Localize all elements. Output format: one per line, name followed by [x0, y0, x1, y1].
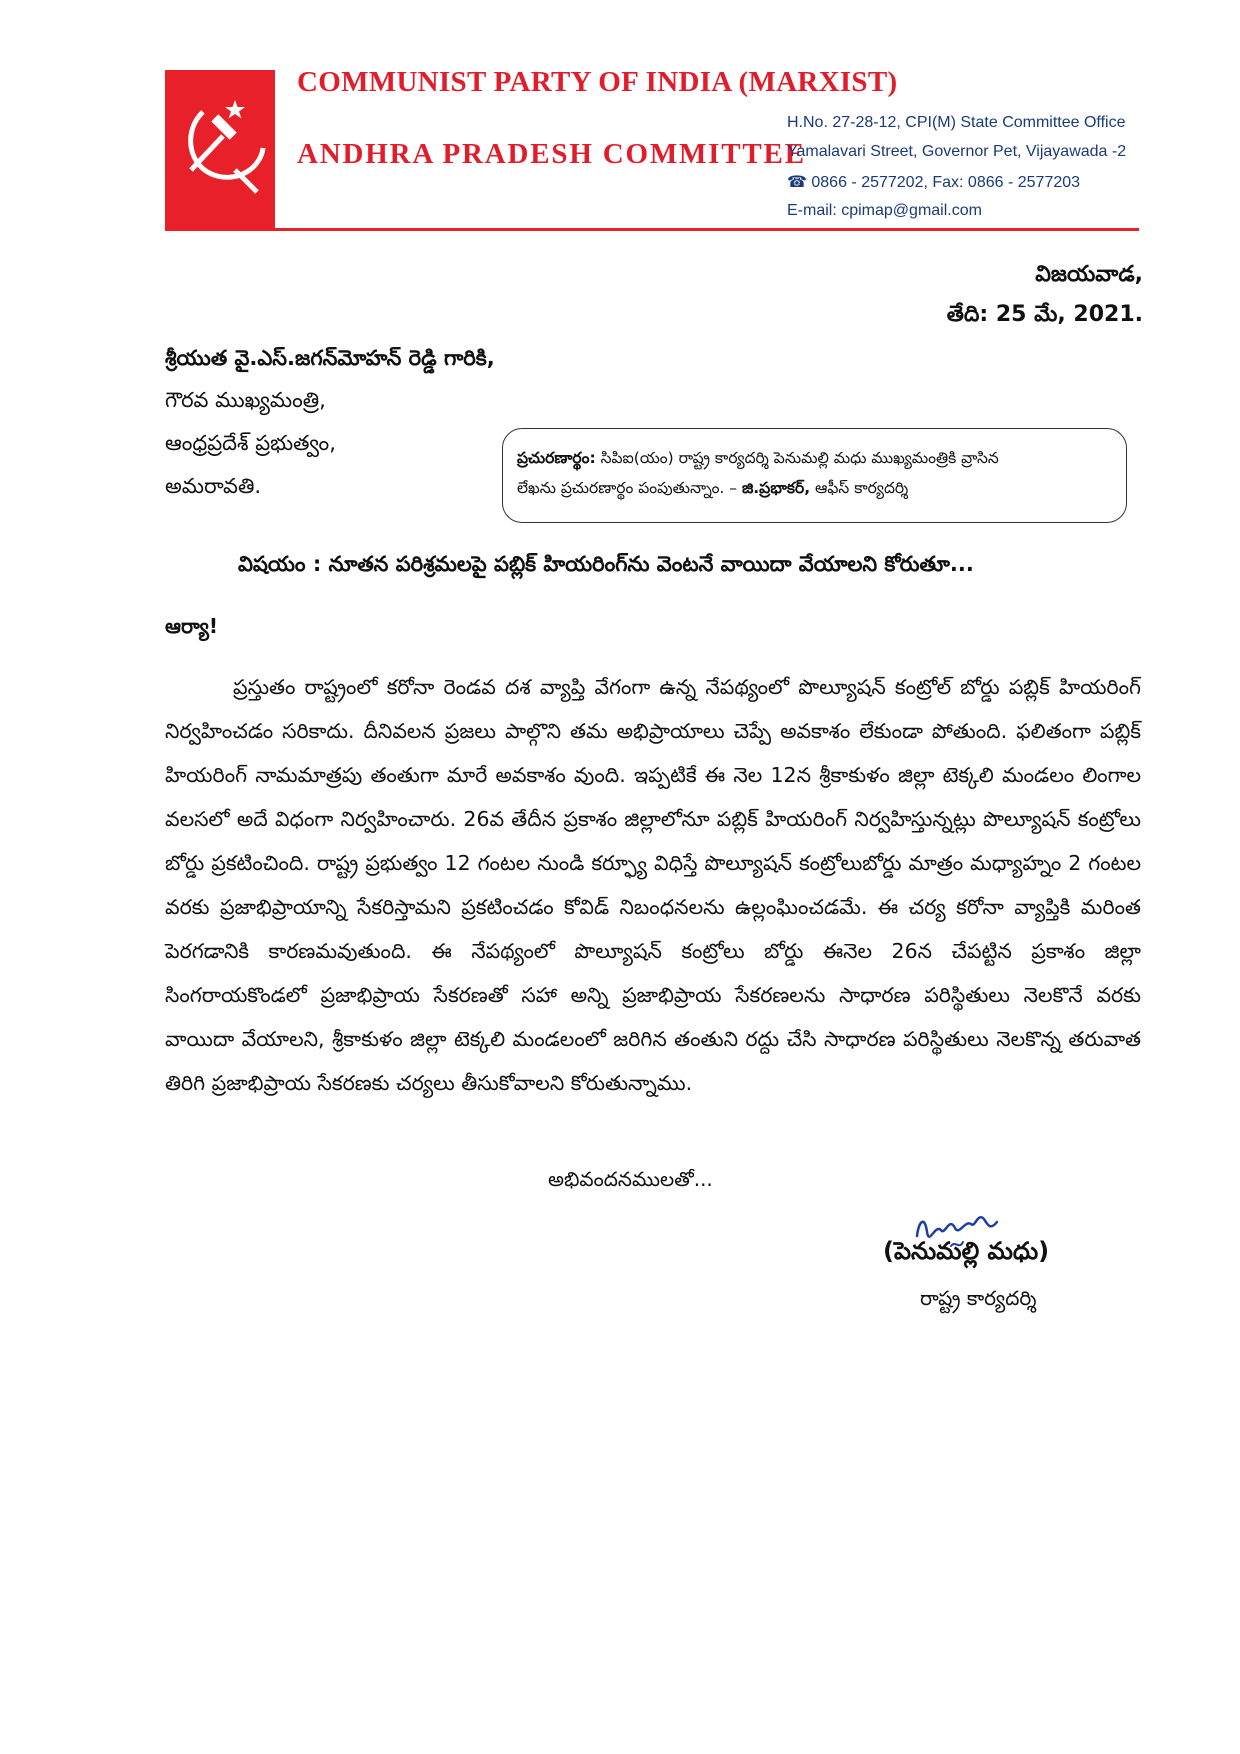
press-note-label: ప్రచురణార్థం:	[517, 449, 596, 467]
press-note-line-2	[517, 473, 1110, 503]
recipient-city: అమరావతి.	[165, 474, 262, 498]
letterhead-divider	[165, 228, 1139, 231]
office-street-line: Yamalavari Street, Governor Pet, Vijayawada -2	[787, 143, 1127, 160]
letter-place: విజయవాడ,	[1035, 262, 1143, 287]
letter-date: తేది: 25 మే, 2021.	[946, 302, 1143, 327]
letter-closing: అభివందనములతో...	[548, 1167, 713, 1191]
hammer-sickle-star-icon	[165, 70, 275, 230]
signer-title: రాష్ట్ర కార్యదర్శి	[920, 1286, 1037, 1310]
party-name: COMMUNIST PARTY OF INDIA (MARXIST)	[297, 66, 898, 98]
party-logo	[165, 70, 275, 230]
office-email-line: E-mail: cpimap@gmail.com	[787, 202, 982, 219]
letter-subject: విషయం : నూతన పరిశ్రమలపై పబ్లిక్ హియరింగ్‌ను వెంటనే వాయిదా వేయాలని కోరుతూ...	[238, 552, 974, 576]
press-note-signer: జి.ప్రభాకర్,	[741, 479, 811, 497]
press-note-text-1: సిపిఐ(యం) రాష్ట్ర కార్యదర్శి పెనుమల్లి మధు ముఖ్యమంత్రికి వ్రాసిన	[595, 449, 999, 467]
recipient-name: శ్రీయుత వై.ఎస్.జగన్‌మోహన్ రెడ్డి గారికి,	[165, 346, 495, 370]
press-note-signer-role: ఆఫీస్ కార్యదర్శి	[810, 479, 909, 497]
signer-name: (పెనుమల్లి మధు)	[883, 1237, 1050, 1265]
office-phone-line: ☎ 0866 - 2577202, Fax: 0866 - 2577203	[787, 174, 1081, 191]
recipient-designation: గౌరవ ముఖ్యమంత్రి,	[165, 388, 326, 412]
letter-body: ప్రస్తుతం రాష్ట్రంలో కరోనా రెండవ దశ వ్యాప్తి వేగంగా ఉన్న నేపథ్యంలో పొల్యూషన్ కంట్రోల్ బోర్డు పబ్లిక్ హియరింగ్ నిర్వహించడం సరికాదు. దీనివలన ప్రజలు పాల్గొని తమ అభిప్రాయాలు చెప్పే అవకాశం లేకుండా పోతుంది. ఫలితంగా పబ్లిక్ హియరింగ్ నామమాత్రపు తంతుగా మారే అవకాశం వుంది. ఇప్పటికే ఈ నెల 12న శ్రీకాకుళం జిల్లా టెక్కలి మండలం లింగాల వలసలో అదే విధంగా నిర్వహించారు. 26వ తేదీన ప్రకాశం జిల్లాలోనూ పబ్లిక్ హియరింగ్ నిర్వహిస్తున్నట్లు పొల్యూషన్ కంట్రోలు బోర్డు ప్రకటించింది. రాష్ట్ర ప్రభుత్వం 12 గంటల నుండి కర్ఫ్యూ విధిస్తే పొల్యూషన్ కంట్రోలుబోర్డు మాత్రం మధ్యాహ్నం 2 గంటల వరకు ప్రజాభిప్రాయాన్ని సేకరిస్తామని ప్రకటించడం కోవిడ్ నిబంధనలను ఉల్లంఘించడమే. ఈ చర్య కరోనా వ్యాప్తికి మరింత పెరగడానికి కారణమవుతుంది. ఈ నేపథ్యంలో పొల్యూషన్ కంట్రోలు బోర్డు ఈనెల 26న చేపట్టిన ప్రకాశం జిల్లా సింగరాయకొండలో ప్రజాభిప్రాయ సేకరణతో సహా అన్ని ప్రజాభిప్రాయ సేకరణలను సాధారణ పరిస్థితులు నెలకొనే వరకు వాయిదా వేయాలని, శ్రీకాకుళం జిల్లా టెక్కలి మండలంలో జరిగిన తంతుని రద్దు చేసి సాధారణ పరిస్థితులు నెలకొన్న తరువాత తిరిగి ప్రజాభిప్రాయ సేకరణకు చర్యలు తీసుకోవాలని కోరుతున్నాము.	[165, 675, 1141, 1095]
office-address-line: H.No. 27-28-12, CPI(M) State Committee Office	[787, 114, 1126, 131]
letter-salutation: ఆర్యా!	[165, 614, 218, 638]
press-release-note	[502, 428, 1127, 523]
recipient-government: ఆంధ్రప్రదేశ్ ప్రభుత్వం,	[165, 431, 336, 455]
committee-name: ANDHRA PRADESH COMMITTEE	[297, 138, 806, 170]
press-note-line-1	[517, 443, 1110, 473]
press-note-text-2: లేఖను ప్రచురణార్థం పంపుతున్నాం. –	[517, 479, 742, 497]
